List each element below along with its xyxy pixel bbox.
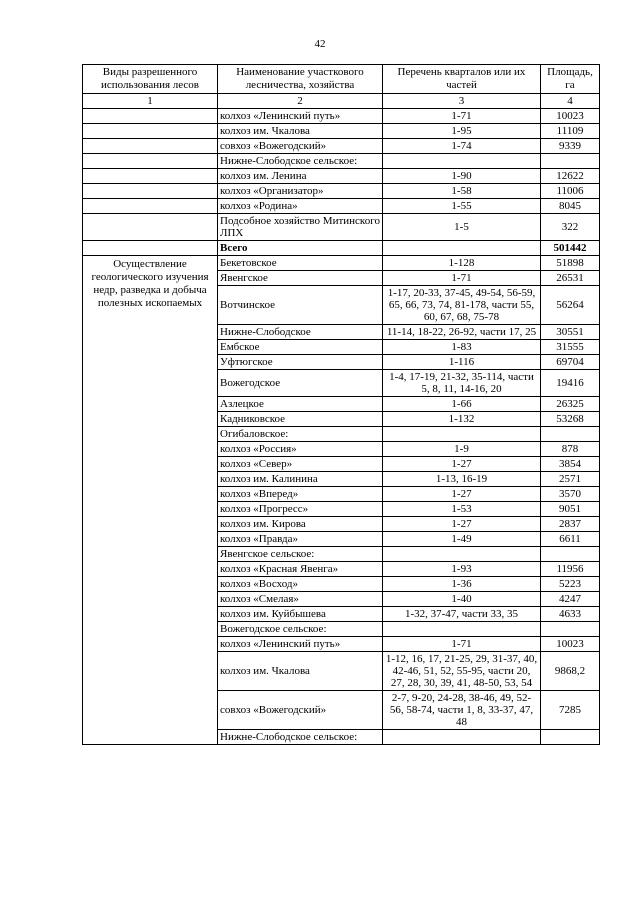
forestry-name-cell: колхоз «Север»: [218, 457, 383, 472]
area-cell: 4247: [541, 592, 600, 607]
forestry-name-cell: колхоз «Восход»: [218, 577, 383, 592]
quarters-cell: [383, 622, 541, 637]
page-number: 42: [314, 38, 326, 50]
area-cell: 12622: [541, 169, 600, 184]
forestry-name-cell: колхоз «Красная Явенга»: [218, 562, 383, 577]
forestry-name-cell: Всего: [218, 241, 383, 256]
area-cell: 53268: [541, 412, 600, 427]
area-cell: [541, 622, 600, 637]
area-cell: 51898: [541, 256, 600, 271]
forestry-name-cell: колхоз им. Чкалова: [218, 652, 383, 691]
quarters-cell: 1-71: [383, 109, 541, 124]
quarters-cell: 1-128: [383, 256, 541, 271]
forestry-name-cell: колхоз им. Калинина: [218, 472, 383, 487]
forestry-name-cell: колхоз «Родина»: [218, 199, 383, 214]
quarters-cell: 1-90: [383, 169, 541, 184]
forestry-name-cell: Вотчинское: [218, 286, 383, 325]
area-cell: 322: [541, 214, 600, 241]
use-type-cell: [83, 241, 218, 256]
area-cell: 3570: [541, 487, 600, 502]
area-cell: [541, 154, 600, 169]
forestry-name-cell: Нижне-Слободское сельское:: [218, 154, 383, 169]
table-row: [83, 256, 600, 271]
column-number: 4: [541, 94, 600, 109]
area-cell: 2571: [541, 472, 600, 487]
table-row: [83, 184, 600, 199]
area-cell: 26325: [541, 397, 600, 412]
column-number: 1: [83, 94, 218, 109]
area-cell: 501442: [541, 241, 600, 256]
area-cell: 9051: [541, 502, 600, 517]
quarters-cell: 1-83: [383, 340, 541, 355]
quarters-cell: 11-14, 18-22, 26-92, части 17, 25: [383, 325, 541, 340]
quarters-cell: 1-9: [383, 442, 541, 457]
table-row: [83, 169, 600, 184]
header-forestry-name: Наименование участкового лесничества, хозяйства: [218, 65, 383, 94]
forestry-name-cell: колхоз «Смелая»: [218, 592, 383, 607]
area-cell: 11006: [541, 184, 600, 199]
use-type-cell: [83, 214, 218, 241]
table-row: [83, 214, 600, 241]
area-cell: [541, 730, 600, 745]
area-cell: 878: [541, 442, 600, 457]
column-number-row: [83, 94, 600, 109]
area-cell: 31555: [541, 340, 600, 355]
forestry-name-cell: колхоз «Вперед»: [218, 487, 383, 502]
quarters-cell: 1-71: [383, 271, 541, 286]
area-cell: 9339: [541, 139, 600, 154]
area-cell: 10023: [541, 109, 600, 124]
use-type-cell: [83, 109, 218, 124]
quarters-cell: 1-13, 16-19: [383, 472, 541, 487]
use-type-cell: Осуществление геологического изучения недр, разведка и добыча полезных ископаемых: [83, 256, 218, 745]
forestry-name-cell: совхоз «Вожегодский»: [218, 139, 383, 154]
quarters-cell: 1-55: [383, 199, 541, 214]
quarters-cell: 1-36: [383, 577, 541, 592]
area-cell: [541, 427, 600, 442]
area-cell: 11956: [541, 562, 600, 577]
table-row: [83, 154, 600, 169]
forestry-name-cell: колхоз «Ленинский путь»: [218, 637, 383, 652]
quarters-cell: 1-74: [383, 139, 541, 154]
area-cell: 7285: [541, 691, 600, 730]
forestry-name-cell: Кадниковское: [218, 412, 383, 427]
quarters-cell: 1-5: [383, 214, 541, 241]
area-cell: 9868,2: [541, 652, 600, 691]
table-row: [83, 109, 600, 124]
forestry-name-cell: Уфтюгское: [218, 355, 383, 370]
forestry-name-cell: колхоз им. Кирова: [218, 517, 383, 532]
use-type-cell: [83, 184, 218, 199]
quarters-cell: [383, 154, 541, 169]
forestry-name-cell: Подсобное хозяйство Митинского ЛПХ: [218, 214, 383, 241]
forestry-name-cell: колхоз им. Куйбышева: [218, 607, 383, 622]
forestry-name-cell: Вожегодское сельское:: [218, 622, 383, 637]
area-cell: 69704: [541, 355, 600, 370]
forestry-name-cell: колхоз им. Чкалова: [218, 124, 383, 139]
area-cell: 26531: [541, 271, 600, 286]
table-row: [83, 241, 600, 256]
column-number: 2: [218, 94, 383, 109]
forestry-name-cell: колхоз «Россия»: [218, 442, 383, 457]
forestry-name-cell: совхоз «Вожегодский»: [218, 691, 383, 730]
header-use-type: Виды разрешенного использования лесов: [83, 65, 218, 94]
use-type-cell: [83, 199, 218, 214]
quarters-cell: 1-40: [383, 592, 541, 607]
header-row: [83, 65, 600, 94]
header-quarters: Перечень кварталов или их частей: [383, 65, 541, 94]
table-row: [83, 139, 600, 154]
quarters-cell: 1-12, 16, 17, 21-25, 29, 31-37, 40, 42-46, 51, 52, 55-95, части 20, 27, 28, 30, 39, 41, 48-50, 53, 54: [383, 652, 541, 691]
forestry-name-cell: Явенгское сельское:: [218, 547, 383, 562]
area-cell: 3854: [541, 457, 600, 472]
area-cell: 10023: [541, 637, 600, 652]
area-cell: [541, 547, 600, 562]
use-type-cell: [83, 139, 218, 154]
quarters-cell: 2-7, 9-20, 24-28, 38-46, 49, 52-56, 58-74, части 1, 8, 33-37, 47, 48: [383, 691, 541, 730]
forestry-name-cell: колхоз «Организатор»: [218, 184, 383, 199]
quarters-cell: 1-32, 37-47, части 33, 35: [383, 607, 541, 622]
forestry-name-cell: Вожегодское: [218, 370, 383, 397]
quarters-cell: [383, 547, 541, 562]
forest-use-table: [82, 64, 600, 745]
area-cell: 30551: [541, 325, 600, 340]
column-number: 3: [383, 94, 541, 109]
forestry-name-cell: Нижне-Слободское: [218, 325, 383, 340]
forestry-name-cell: Бекетовское: [218, 256, 383, 271]
quarters-cell: [383, 241, 541, 256]
quarters-cell: 1-4, 17-19, 21-32, 35-114, части 5, 8, 11, 14-16, 20: [383, 370, 541, 397]
quarters-cell: 1-49: [383, 532, 541, 547]
quarters-cell: 1-53: [383, 502, 541, 517]
forestry-name-cell: Нижне-Слободское сельское:: [218, 730, 383, 745]
area-cell: 2837: [541, 517, 600, 532]
forestry-name-cell: Ембское: [218, 340, 383, 355]
area-cell: 56264: [541, 286, 600, 325]
quarters-cell: 1-71: [383, 637, 541, 652]
area-cell: 5223: [541, 577, 600, 592]
area-cell: 11109: [541, 124, 600, 139]
area-cell: 6611: [541, 532, 600, 547]
area-cell: 4633: [541, 607, 600, 622]
quarters-cell: 1-27: [383, 457, 541, 472]
quarters-cell: [383, 427, 541, 442]
forestry-name-cell: колхоз «Прогресс»: [218, 502, 383, 517]
area-cell: 19416: [541, 370, 600, 397]
area-cell: 8045: [541, 199, 600, 214]
quarters-cell: 1-17, 20-33, 37-45, 49-54, 56-59, 65, 66, 73, 74, 81-178, части 55, 60, 67, 68, 75-78: [383, 286, 541, 325]
use-type-cell: [83, 154, 218, 169]
forestry-name-cell: колхоз «Правда»: [218, 532, 383, 547]
quarters-cell: 1-66: [383, 397, 541, 412]
quarters-cell: 1-27: [383, 517, 541, 532]
forestry-name-cell: Явенгское: [218, 271, 383, 286]
forestry-name-cell: колхоз «Ленинский путь»: [218, 109, 383, 124]
forestry-name-cell: Огибаловское:: [218, 427, 383, 442]
use-type-cell: [83, 169, 218, 184]
quarters-cell: 1-93: [383, 562, 541, 577]
quarters-cell: 1-95: [383, 124, 541, 139]
quarters-cell: 1-132: [383, 412, 541, 427]
quarters-cell: [383, 730, 541, 745]
quarters-cell: 1-27: [383, 487, 541, 502]
header-area: Площадь, га: [541, 65, 600, 94]
forestry-name-cell: колхоз им. Ленина: [218, 169, 383, 184]
quarters-cell: 1-116: [383, 355, 541, 370]
table-row: [83, 199, 600, 214]
quarters-cell: 1-58: [383, 184, 541, 199]
table-row: [83, 124, 600, 139]
use-type-cell: [83, 124, 218, 139]
forestry-name-cell: Азлецкое: [218, 397, 383, 412]
